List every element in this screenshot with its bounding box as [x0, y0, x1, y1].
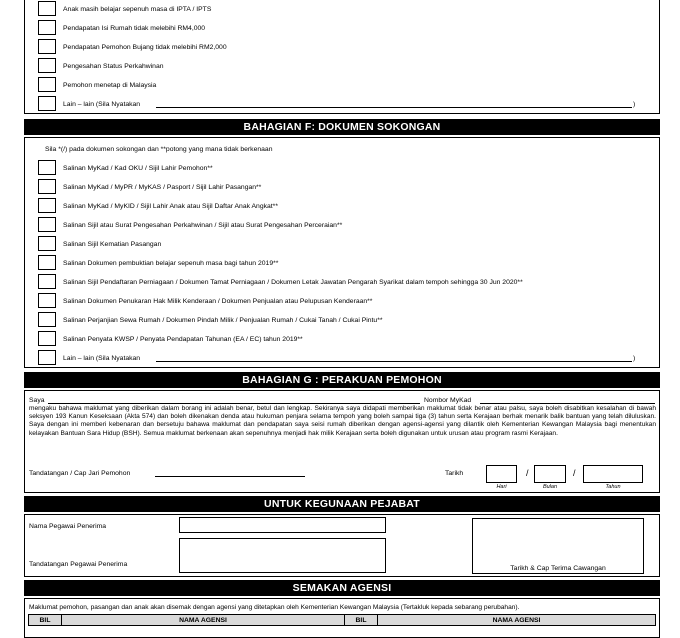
item-f-2: Salinan MyKad / MyPR / MyKAS / Pasport / Sijil Lahir Pasangan**: [63, 184, 262, 191]
saya-label: Saya: [29, 397, 45, 404]
checkbox-e-4[interactable]: [38, 58, 56, 73]
hari-label: Hari: [496, 484, 507, 490]
declaration-paragraph: mengaku bahawa maklumat yang diberikan dalam borang ini adalah benar, betul dan lengkap. Sekiranya saya didapati memberikan maklumat tidak benar atau palsu, saya boleh disabitkan kesalahan di bawah seksyen 193 Kanun Keseksaan (Akta 574) dan boleh dikenakan denda atau hukuman penjara selama tempoh yang boleh sampai tiga (3) tahun serta Kerajaan berhak menarik balik bantuan yang telah diluluskan. Saya dengan ini memberi kebenaran dan bersetuju bahawa maklumat dan pendapatan saya seisi rumah diberikan dengan agensi-agensi yang dilantik oleh Kementerian Kewangan Malaysia bagi menentukan kelayakan Bantuan Sara Hidup (BSH). Semua maklumat berkenaan akan sepenuhnya menjadi hak milik Kerajaan serta boleh digunakan untuk urusan atau program rasmi Kerajaan.: [29, 405, 656, 437]
checkbox-e-1[interactable]: [38, 1, 56, 16]
office-title: UNTUK KEGUNAAN PEJABAT: [24, 496, 660, 512]
checkbox-e-other[interactable]: [38, 96, 56, 111]
col-name-header-2: NAMA AGENSI: [378, 615, 656, 626]
section-g-title: BAHAGIAN G : PERAKUAN PEMOHON: [24, 372, 660, 388]
item-f-5: Salinan Sijil Kematian Pasangan: [63, 241, 162, 248]
agency-title: SEMAKAN AGENSI: [24, 580, 660, 596]
other-e-close: ): [633, 101, 636, 108]
col-name-header: NAMA AGENSI: [62, 615, 345, 626]
checkbox-e-2[interactable]: [38, 20, 56, 35]
item-e-2: Pendapatan Isi Rumah tidak melebihi RM4,000: [63, 25, 206, 32]
mykad-label: Nombor MyKad: [424, 397, 472, 404]
signature-label: Tandatangan / Cap Jari Pemohon: [29, 470, 131, 477]
checkbox-f-other[interactable]: [38, 350, 56, 365]
checkbox-e-5[interactable]: [38, 77, 56, 92]
checkbox-f-1[interactable]: [38, 160, 56, 175]
name-line[interactable]: [48, 403, 420, 404]
item-f-10: Salinan Penyata KWSP / Penyata Pendapatan Tahunan (EA / EC) tahun 2019**: [63, 336, 303, 343]
checkbox-f-5[interactable]: [38, 236, 56, 251]
item-e-3: Pendapatan Pemohon Bujang tidak melebihi RM2,000: [63, 44, 227, 51]
other-f-line[interactable]: [156, 361, 632, 362]
other-e-line[interactable]: [156, 107, 632, 108]
item-f-1: Salinan MyKad / Kad OKU / Sijil Lahir Pemohon**: [63, 165, 213, 172]
section-f-title: BAHAGIAN F: DOKUMEN SOKONGAN: [24, 119, 660, 135]
item-f-4: Salinan Sijil atau Surat Pengesahan Perkahwinan / Sijil atau Surat Pengesahan Perceraian**: [63, 222, 343, 229]
item-e-other: Lain – lain (Sila Nyatakan: [63, 101, 141, 108]
checkbox-f-9[interactable]: [38, 312, 56, 327]
section-f-instruction: Sila *(/) pada dokumen sokongan dan **potong yang mana tidak berkenaan: [45, 146, 273, 153]
year-box[interactable]: [583, 465, 643, 483]
item-f-9: Salinan Perjanjian Sewa Rumah / Dokumen Pindah Milik / Penjualan Rumah / Cukai Tanah / Cukai Pintu**: [63, 317, 383, 324]
item-e-4: Pengesahan Status Perkahwinan: [63, 63, 164, 70]
tahun-label: Tahun: [605, 484, 621, 490]
day-box[interactable]: [486, 465, 517, 483]
item-f-other: Lain – lain (Sila Nyatakan: [63, 355, 141, 362]
agency-note: Maklumat pemohon, pasangan dan anak akan disemak dengan agensi yang ditetapkan oleh Kementerian Kewangan Malaysia (Tertakluk kepada sebarang perubahan).: [29, 604, 520, 611]
tarikh-label: Tarikh: [445, 470, 464, 477]
officer-sign-label: Tandatangan Pegawai Penerima: [29, 561, 128, 568]
date-slash-2: /: [573, 468, 576, 478]
item-f-7: Salinan Sijil Pendaftaran Perniagaan / Dokumen Tamat Perniagaan / Dokumen Letak Jawatan Pengarah Syarikat dalam tempoh sehingga 30 Jun 2020**: [63, 279, 523, 286]
bulan-label: Bulan: [542, 484, 558, 490]
officer-name-label: Nama Pegawai Penerima: [29, 523, 107, 530]
checkbox-f-2[interactable]: [38, 179, 56, 194]
checkbox-f-6[interactable]: [38, 255, 56, 270]
item-f-3: Salinan MyKad / MyKID / Sijil Lahir Anak atau Sijil Daftar Anak Angkat**: [63, 203, 278, 210]
mykad-line[interactable]: [480, 403, 655, 404]
item-f-6: Salinan Dokumen pembuktian belajar sepenuh masa bagi tahun 2019**: [63, 260, 279, 267]
checkbox-f-7[interactable]: [38, 274, 56, 289]
item-f-8: Salinan Dokumen Penukaran Hak Milik Kenderaan / Dokumen Penjualan atau Pelupusan Kenderaan**: [63, 298, 373, 305]
signature-line[interactable]: [155, 476, 305, 477]
date-slash-1: /: [526, 468, 529, 478]
branch-stamp-label: Tarikh & Cap Terima Cawangan: [510, 565, 606, 572]
checkbox-f-3[interactable]: [38, 198, 56, 213]
checkbox-f-10[interactable]: [38, 331, 56, 346]
agency-table: [28, 614, 656, 626]
month-box[interactable]: [534, 465, 566, 483]
checkbox-f-4[interactable]: [38, 217, 56, 232]
officer-name-box[interactable]: [179, 517, 386, 533]
item-e-5: Pemohon menetap di Malaysia: [63, 82, 157, 89]
officer-sign-box[interactable]: [179, 538, 386, 573]
checkbox-e-3[interactable]: [38, 39, 56, 54]
item-e-1: Anak masih belajar sepenuh masa di IPTA / IPTS: [63, 6, 212, 13]
col-bil-header-2: BIL: [345, 615, 378, 626]
agency-header-row: [29, 615, 656, 626]
section-e-frame: [24, 0, 660, 114]
col-bil-header: BIL: [29, 615, 62, 626]
checkbox-f-8[interactable]: [38, 293, 56, 308]
other-f-close: ): [633, 355, 636, 362]
